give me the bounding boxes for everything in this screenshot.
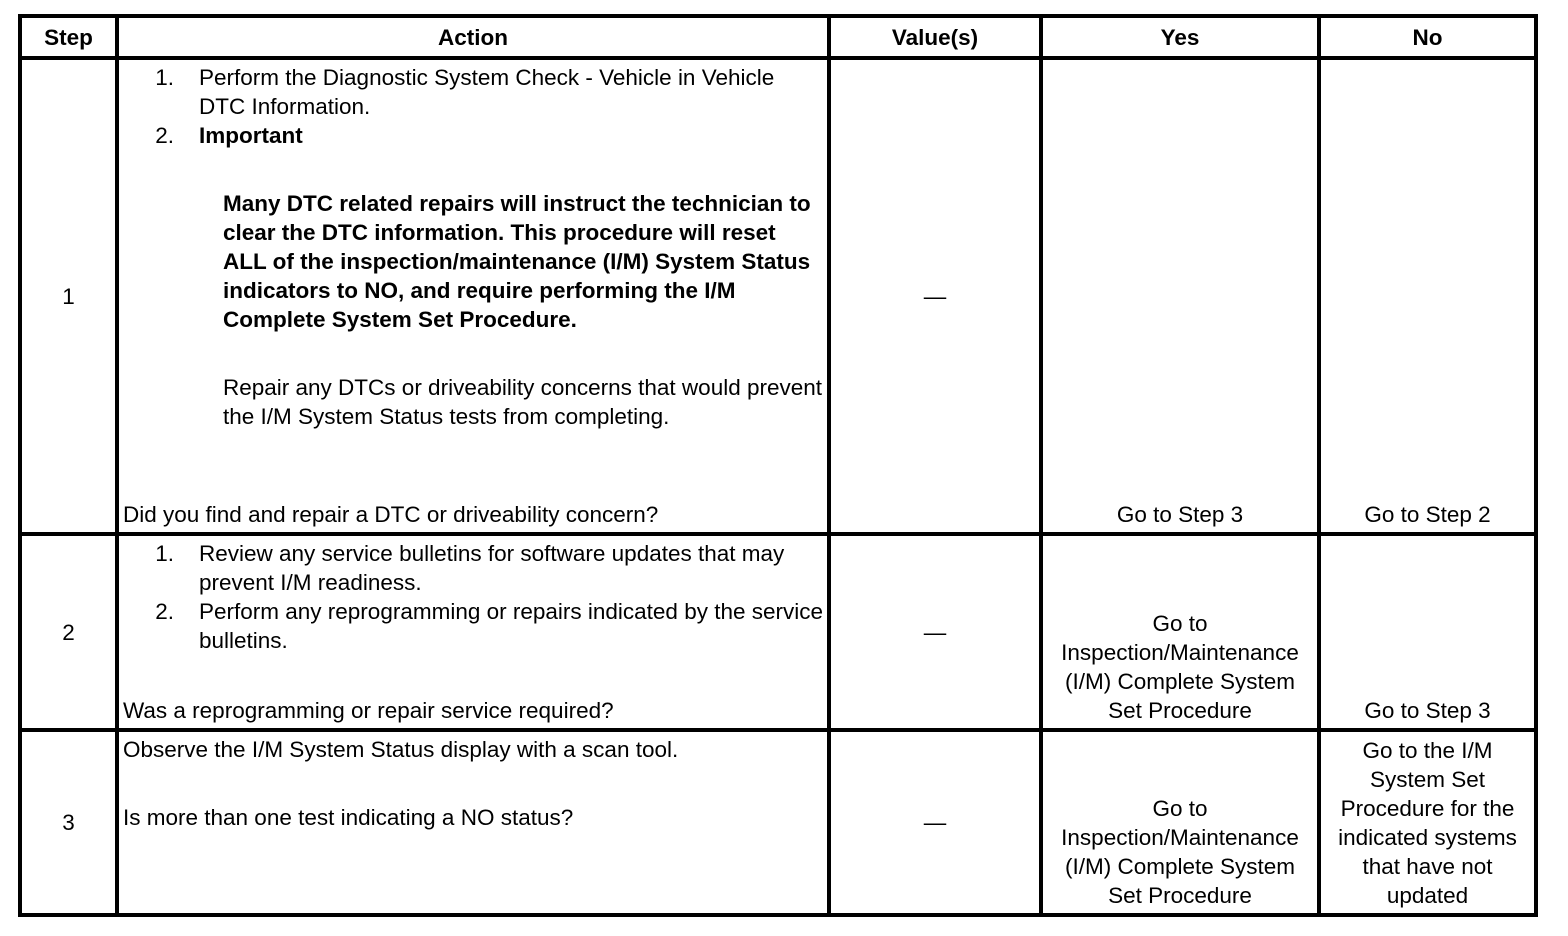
yes-cell: Go to Inspection/Maintenance (I/M) Complete System Set Procedure bbox=[1041, 730, 1319, 915]
repair-note: Repair any DTCs or driveability concerns that would prevent the I/M System Status tests from completing. bbox=[223, 375, 823, 429]
no-cell: Go to Step 2 bbox=[1319, 58, 1536, 534]
table-row bbox=[20, 730, 1536, 915]
action-cell bbox=[117, 534, 829, 730]
value-cell: — bbox=[829, 58, 1041, 534]
important-label: Important bbox=[199, 123, 303, 148]
list-number: 1. bbox=[155, 541, 174, 566]
list-number: 2. bbox=[155, 599, 174, 624]
action-cell bbox=[117, 730, 829, 915]
important-note: Many DTC related repairs will instruct the technician to clear the DTC information. This procedure will reset ALL of the inspection/maintenance (I/M) System Status indicators to NO, and require performing the I/M Complete System Set Procedure. bbox=[223, 191, 811, 332]
no-cell: Go to Step 3 bbox=[1319, 534, 1536, 730]
question-text: Was a reprogramming or repair service required? bbox=[123, 698, 614, 723]
list-item bbox=[123, 597, 823, 655]
header-yes: Yes bbox=[1041, 16, 1319, 58]
no-cell: Go to the I/M System Set Procedure for the indicated systems that have not updated bbox=[1319, 730, 1536, 915]
step-number: 1 bbox=[20, 58, 117, 534]
header-action: Action bbox=[117, 16, 829, 58]
header-no: No bbox=[1319, 16, 1536, 58]
step-number: 2 bbox=[20, 534, 117, 730]
list-item bbox=[123, 63, 823, 121]
action-cell bbox=[117, 58, 829, 534]
header-step: Step bbox=[20, 16, 117, 58]
step-number: 3 bbox=[20, 730, 117, 915]
list-item bbox=[123, 121, 823, 150]
question-text: Did you find and repair a DTC or driveability concern? bbox=[123, 502, 659, 527]
table-row bbox=[20, 58, 1536, 534]
value-cell: — bbox=[829, 730, 1041, 915]
instruction-text: Observe the I/M System Status display with a scan tool. bbox=[123, 737, 679, 762]
question-text: Is more than one test indicating a NO status? bbox=[123, 805, 574, 830]
yes-cell: Go to Inspection/Maintenance (I/M) Complete System Set Procedure bbox=[1041, 534, 1319, 730]
list-item bbox=[123, 539, 823, 597]
list-text: Review any service bulletins for software updates that may prevent I/M readiness. bbox=[199, 541, 785, 595]
yes-cell: Go to Step 3 bbox=[1041, 58, 1319, 534]
list-text: Perform any reprogramming or repairs indicated by the service bulletins. bbox=[199, 599, 824, 653]
header-values: Value(s) bbox=[829, 16, 1041, 58]
list-number: 2. bbox=[155, 123, 174, 148]
header-row bbox=[20, 16, 1536, 58]
list-text: Perform the Diagnostic System Check - Vehicle in Vehicle DTC Information. bbox=[199, 65, 775, 119]
diagnostic-table bbox=[18, 14, 1538, 917]
list-number: 1. bbox=[155, 65, 174, 90]
value-cell: — bbox=[829, 534, 1041, 730]
table-row bbox=[20, 534, 1536, 730]
